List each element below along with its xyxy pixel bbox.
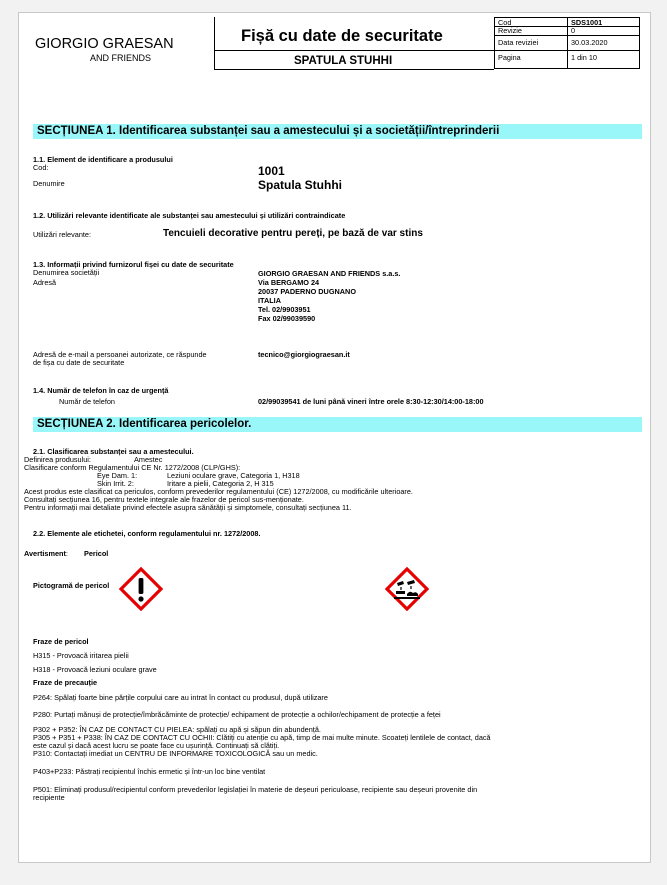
def-label: Definirea produsului: [24,455,91,464]
precaution-5: P310: Contactați imediat un CENTRU DE INFORMARE TOXICOLOGICĂ sau un medic. [33,749,318,758]
email-label-1: Adresă de e-mail a persoanei autorizate, ce răspunde [33,350,207,359]
class-1-code: Eye Dam. 1: [97,471,138,480]
exclamation-hazard-icon [119,567,163,611]
class-2-code: Skin Irrit. 2: [97,479,134,488]
phone-value: 02/99039541 de luni până vineri între orele 8:30-12:30/14:00-18:00 [258,397,484,406]
warning-value: Pericol [83,549,109,558]
address-label: Adresă [33,278,57,287]
warning-row [24,549,108,558]
class-line: Clasificare conform Regulamentului CE Nr. 1272/2008 (CLP/GHS): [24,463,241,472]
meta-revizie-value: 0 [571,26,576,35]
class-1-desc: Leziuni oculare grave, Categoria 1, H318 [167,471,300,480]
precaution-7a: P501: Eliminați produsul/recipientul conform prevederilor legislației în materie de deșeuri periculoase, recipiente sau deșeuri provenite din [33,785,478,794]
supplier-line-5: Tel. 02/9903951 [258,305,311,314]
s22-title: 2.2. Elemente ale etichetei, conform regulamentului nr. 1272/2008. [33,529,261,538]
class-2-desc: Iritare a pielii, Categoria 2, H 315 [167,479,274,488]
precaution-4a: P305 + P351 + P338: ÎN CAZ DE CONTACT CU OCHII: Clătiți cu atenție cu apă, timp de mai multe minute. Scoateți lentilele de contact, dacă [33,733,491,742]
precaution-2: P280: Purtați mănuși de protecție/îmbrăcăminte de protecție/ echipament de protecție a ochilor/echipament de protecție a feței [33,710,441,719]
hazard-2: H318 - Provoacă leziuni oculare grave [33,665,157,674]
use-value: Tencuieli decorative pentru pereți, pe bază de var stins [163,228,423,239]
section-1-title: SECȚIUNEA 1. Identificarea substanței sau a amestecului și a societății/întreprinderii [33,124,642,139]
supplier-line-2: Via BERGAMO 24 [258,278,320,287]
warning-label: Avertisment [24,549,66,558]
pictogram-label: Pictogramă de pericol [33,581,110,590]
precaution-4b: este cazul și dacă acest lucru se poate face cu ușurință. Continuați să clătiți. [33,741,280,750]
precaution-title: Fraze de precauție [33,678,98,687]
phone-label: Număr de telefon [59,397,115,406]
corrosion-hazard-icon [385,567,429,611]
name-value: Spatula Stuhhi [258,178,342,192]
supplier-line-4: ITALIA [258,296,281,305]
supplier-line-6: Fax 02/99039590 [258,314,316,323]
company-name: GIORGIO GRAESAN [35,36,174,52]
precaution-7b: recipiente [33,793,65,802]
document-page [18,12,651,863]
meta-cod-label: Cod [498,18,512,27]
note-1: Acest produs este clasificat ca periculos, conform prevederilor regulamentului (CE) 1272/2008, cu modificările ulterioare. [24,487,413,496]
s14-title: 1.4. Număr de telefon în caz de urgență [33,386,169,395]
section-2-title: SECȚIUNEA 2. Identificarea pericolelor. [33,417,642,432]
company-label: Denumirea societății [33,268,100,277]
s12-title: 1.2. Utilizări relevante identificate ale substanței sau amestecului și utilizări contraindicate [33,211,346,220]
meta-data-label: Data reviziei [498,38,539,47]
s13-title: 1.3. Informații privind furnizorul fișei cu date de securitate [33,260,234,269]
supplier-line-1: GIORGIO GRAESAN AND FRIENDS s.a.s. [258,269,401,278]
s11-title: 1.1. Element de identificare a produsului [33,155,173,164]
meta-data-value: 30.03.2020 [571,38,608,47]
hazard-title: Fraze de pericol [33,637,89,646]
precaution-3: P302 + P352: ÎN CAZ DE CONTACT CU PIELEA: spălați cu apă și săpun din abundență. [33,725,321,734]
precaution-6: P403+P233: Păstrați recipientul închis ermetic și într-un loc bine ventilat [33,767,266,776]
supplier-line-3: 20037 PADERNO DUGNANO [258,287,356,296]
company-sub: AND FRIENDS [90,53,152,63]
precaution-1: P264: Spălați foarte bine părțile corpului care au intrat în contact cu produsul, după utilizare [33,693,328,702]
meta-revizie-label: Revizie [498,26,522,35]
meta-pagina-value: 1 din 10 [571,53,597,62]
note-2: Consultați secțiunea 16, pentru textele integrale ale frazelor de pericol sus-menționate. [24,495,304,504]
s21-title: 2.1. Clasificarea substanței sau a amestecului. [33,447,194,456]
doc-title: Fișă cu date de securitate [241,27,443,45]
name-label: Denumire [33,179,65,188]
use-label: Utilizări relevante: [33,230,91,239]
meta-cod-value: SDS1001 [571,18,603,27]
product-name-header: SPATULA STUHHI [294,55,393,67]
hazard-1: H315 - Provoacă iritarea pielii [33,651,129,660]
header-divider [214,17,215,69]
note-3: Pentru informații mai detaliate privind efectele asupra sănătății și simptomele, consultați secțiunea 11. [24,503,352,512]
email-value[interactable]: tecnico@giorgiograesan.it [258,350,350,359]
email-label-2: de fișa cu date de securitate [33,358,125,367]
code-label: Cod: [33,163,49,172]
warning-colon: : [65,549,68,558]
meta-pagina-label: Pagina [498,53,521,62]
code-value: 1001 [258,164,285,178]
def-value: Amestec [134,455,163,464]
